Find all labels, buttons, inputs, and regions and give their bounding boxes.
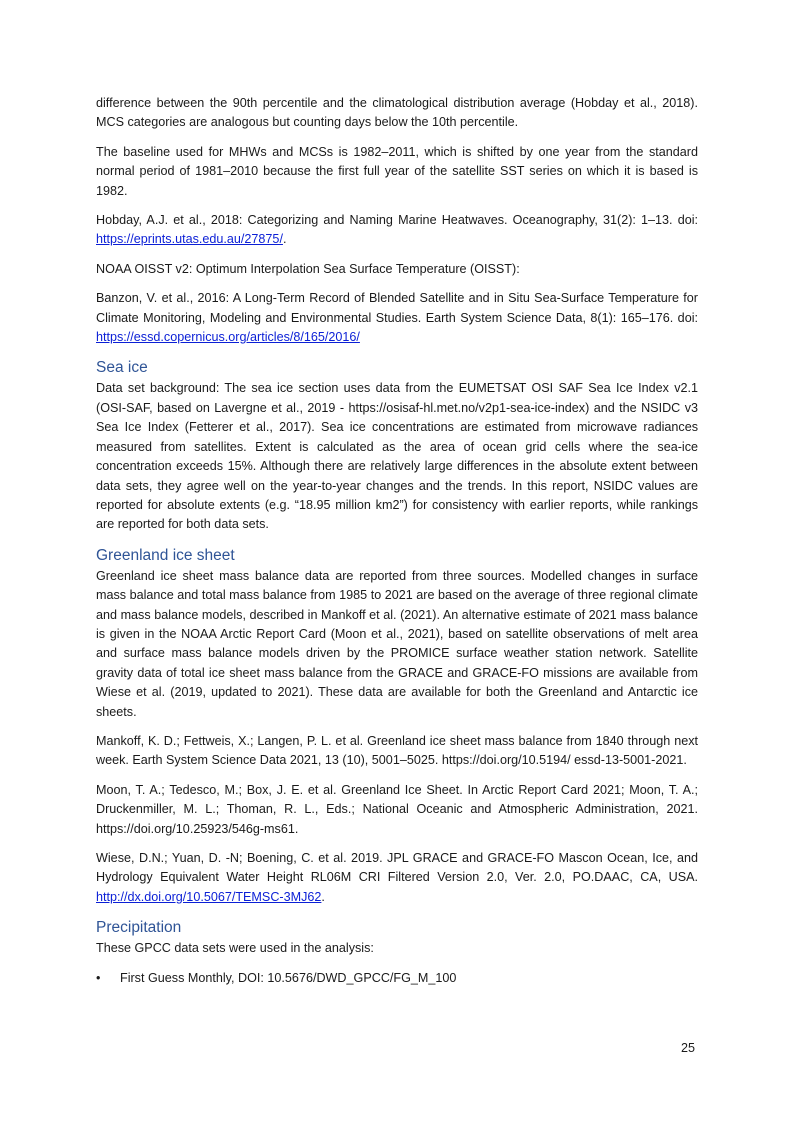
wiese-link[interactable]: http://dx.doi.org/10.5067/TEMSC-3MJ62 — [96, 889, 322, 904]
banzon-link[interactable]: https://essd.copernicus.org/articles/8/165/2016/ — [96, 330, 360, 345]
heading-precipitation: Precipitation — [96, 919, 182, 937]
reference-hobday-text: Hobday, A.J. et al., 2018: Categorizing and Naming Marine Heatwaves. Oceanography, 31(2): 1–13. doi: — [96, 213, 698, 228]
paragraph-greenland: Greenland ice sheet mass balance data are reported from three sources. Modelled changes in surface mass balance and total mass balance from 1985 to 2021 are based on the average of three regional climate and mass balance models, described in Mankoff et al. (2021). An alternative estimate of 2021 mass balance is given in the NOAA Arctic Report Card (Moon et al., 2021), based on satellite observations of melt area and surface mass balance models driven by the PROMICE surface weather station network. Satellite gravity data of total ice sheet mass balance from the GRACE and GRACE-FO missions are available from Wiese et al. (2019, updated to 2021). These data are available for both the Greenland and Antarctic ice sheets. — [96, 568, 698, 719]
paragraph-sea-ice: Data set background: The sea ice section uses data from the EUMETSAT OSI SAF Sea Ice Index v2.1 (OSI-SAF, based on Lavergne et al., 2019 - https://osisaf-hl.met.no/v2p1-sea-ice-index) and the NSIDC v3 Sea Ice Index (Fetterer et al., 2017). Sea ice concentrations are estimated from microwave radiances measured from satellites. Extent is calculated as the area of ocean grid cells where the sea-ice concentration exceeds 15%. Although there are relatively large differences in the absolute extent between data sets, they agree well on the year-to-year changes and the trends. In this report, NSIDC values are reported for absolute extents (e.g. “18.95 million km2”) for consistency with earlier reports, while rankings are reported for both data sets. — [96, 381, 698, 532]
page-number: 25 — [681, 1041, 696, 1055]
heading-greenland-ice-sheet: Greenland ice sheet — [96, 546, 235, 564]
reference-banzon-text: Banzon, V. et al., 2016: A Long-Term Record of Blended Satellite and in Situ Sea-Surface Temperature for Climate Monitoring, Modeling and Environmental Studies. Earth System Science Data, 8(1): 165–176. doi: — [96, 291, 698, 325]
heading-sea-ice: Sea ice — [96, 359, 148, 377]
paragraph-precipitation-intro: These GPCC data sets were used in the analysis: — [96, 941, 374, 956]
document-page — [96, 94, 698, 988]
reference-moon: Moon, T. A.; Tedesco, M.; Box, J. E. et al. Greenland Ice Sheet. In Arctic Report Card 2021; Moon, T. A.; Druckenmiller, M. L.; Thoman, R. L., Eds.; National Oceanic and Atmospheric Administration, 2021. https://doi.org/10.25923/546g-ms61. — [96, 782, 698, 836]
reference-hobday — [96, 211, 698, 250]
reference-wiese-text: Wiese, D.N.; Yuan, D. -N; Boening, C. et al. 2019. JPL GRACE and GRACE-FO Mascon Ocean, Ice, and Hydrology Equivalent Water Height RL06M CRI Filtered Version 2.0, Ver. 2.0, PO.DAAC, CA, USA. — [96, 851, 698, 885]
bullet-icon: • — [96, 970, 101, 985]
reference-wiese — [96, 849, 698, 907]
hobday-link[interactable]: https://eprints.utas.edu.au/27875/ — [96, 232, 283, 247]
gpcc-dataset-list — [96, 969, 698, 988]
reference-banzon — [96, 289, 698, 347]
list-item-text: First Guess Monthly, DOI: 10.5676/DWD_GPCC/FG_M_100 — [120, 970, 457, 985]
paragraph-oisst: NOAA OISST v2: Optimum Interpolation Sea Surface Temperature (OISST): — [96, 261, 520, 276]
reference-mankoff: Mankoff, K. D.; Fettweis, X.; Langen, P. L. et al. Greenland ice sheet mass balance from 1840 through next week. Earth System Science Data 2021, 13 (10), 5001–5025. https://doi.org/10.5194/ essd-13-5001-2021. — [96, 733, 698, 768]
paragraph-mhw-definition: difference between the 90th percentile and the climatological distribution average (Hobday et al., 2018). MCS categories are analogous but counting days below the 10th percentile. — [96, 96, 698, 130]
reference-wiese-end: . — [321, 889, 325, 904]
list-item — [96, 969, 698, 988]
paragraph-baseline: The baseline used for MHWs and MCSs is 1982–2011, which is shifted by one year from the standard normal period of 1981–2010 because the first full year of the satellite SST series on which it is based is 1982. — [96, 144, 698, 198]
reference-hobday-end: . — [282, 232, 287, 247]
